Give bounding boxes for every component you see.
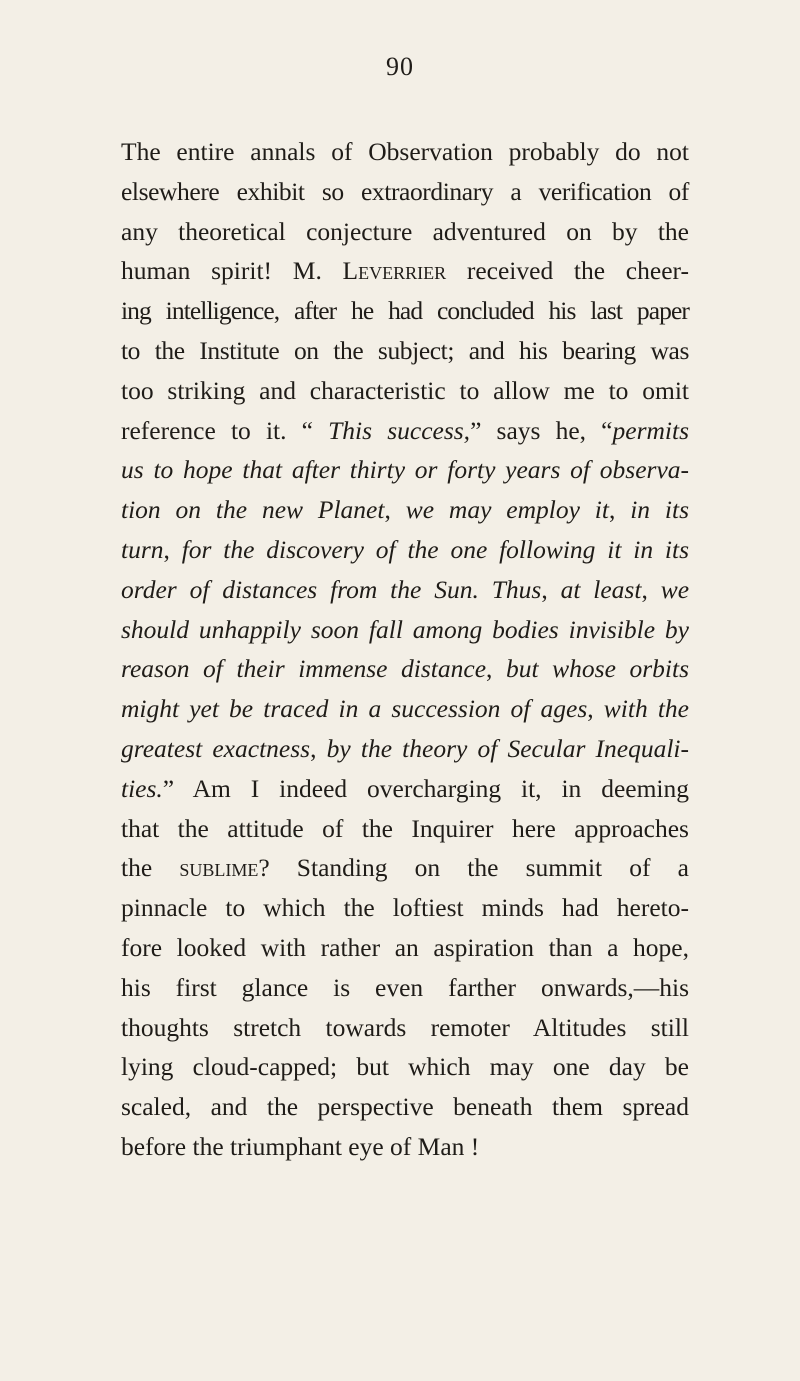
text-run: elsewhere exhibit so extraordinary a verification of — [121, 176, 689, 206]
italic-run: should unhappily soon fall among bodies invisible by — [121, 614, 689, 644]
italic-run: ties. — [121, 773, 163, 803]
text-run: thoughts stretch towards remoter Altitudes still — [121, 1012, 689, 1042]
italic-run: in its — [630, 495, 689, 525]
text-run: the — [121, 853, 180, 883]
text-line — [121, 809, 689, 849]
text-run: ? Standing on the summit of a — [258, 853, 689, 883]
page-number: 90 — [386, 52, 414, 81]
text-line — [121, 769, 689, 809]
text-run: , — [163, 534, 182, 564]
italic-run: turn — [121, 534, 164, 564]
body-paragraph — [121, 132, 689, 1167]
text-line — [121, 689, 689, 729]
text-line — [121, 490, 689, 530]
text-line — [121, 610, 689, 650]
italic-run: we may employ it — [405, 495, 609, 525]
text-line — [121, 888, 689, 928]
text-line — [121, 331, 689, 371]
text-run: lying cloud-capped; but which may one day be — [121, 1052, 689, 1082]
text-run: , — [587, 694, 604, 724]
text-run: , — [310, 733, 327, 763]
small-caps-run: Leverrier — [342, 256, 447, 286]
italic-run: reason of their immense distance — [121, 654, 487, 684]
italic-run: us to hope that after thirty or forty years of observa- — [121, 455, 689, 485]
text-run: ing intelligence, after he had concluded his last paper — [121, 296, 689, 326]
italic-run: we — [660, 574, 690, 604]
text-run: , — [384, 495, 406, 525]
text-line — [121, 172, 689, 212]
text-run: that the attitude of the Inquirer here approaches — [121, 813, 689, 843]
text-run: ” says he, “ — [470, 415, 613, 445]
text-run: received the cheer- — [446, 256, 689, 286]
italic-run: tion on the new Planet — [121, 495, 385, 525]
italic-run: by the theory of Secular Inequali- — [326, 733, 689, 763]
italic-run: order of distances from the Sun. — [121, 574, 479, 604]
text-line — [121, 928, 689, 968]
text-run — [479, 575, 492, 604]
text-line — [121, 371, 689, 411]
text-line — [121, 1087, 689, 1127]
text-line — [121, 1008, 689, 1048]
text-run: pinnacle to which the loftiest minds had hereto- — [121, 893, 689, 923]
text-line — [121, 968, 689, 1008]
text-line — [121, 1127, 689, 1167]
text-run: to the Institute on the subject; and his bearing was — [121, 335, 689, 365]
italic-run: This success, — [328, 415, 471, 445]
italic-run: but whose orbits — [505, 654, 690, 684]
italic-run: at least — [560, 574, 642, 604]
italic-run: might yet be traced in a succession of ages — [121, 694, 588, 724]
italic-run: permits — [612, 415, 690, 445]
text-run: , — [608, 495, 631, 525]
text-run: before the triumphant eye of Man ! — [121, 1131, 480, 1161]
italic-run: with the — [603, 694, 689, 724]
italic-run: for the discovery of the one following it in its — [181, 534, 689, 564]
text-run: , — [641, 574, 661, 604]
text-run: scaled, and the perspective beneath them spread — [121, 1092, 689, 1122]
text-line — [121, 251, 689, 291]
text-line — [121, 848, 689, 888]
text-line — [121, 649, 689, 689]
text-run: fore looked with rather an aspiration than a hope, — [121, 932, 689, 962]
text-run: reference to it. “ — [121, 415, 329, 445]
text-line — [121, 1047, 689, 1087]
text-line — [121, 729, 689, 769]
text-run: The entire annals of Observation probably do not — [121, 137, 689, 166]
text-run: ” Am I indeed overcharging it, in deeming — [162, 773, 689, 803]
text-line — [121, 132, 689, 172]
text-run: any theoretical conjecture adventured on by the — [121, 216, 689, 246]
text-run: his first glance is even farther onwards,—his — [121, 972, 689, 1002]
text-line — [121, 450, 689, 490]
text-run: too striking and characteristic to allow me to omit — [121, 375, 689, 405]
small-caps-run: sublime — [179, 853, 259, 883]
text-line — [121, 411, 689, 451]
text-line — [121, 530, 689, 570]
italic-run: greatest exactness — [121, 733, 311, 763]
italic-run: Thus — [491, 574, 542, 604]
text-run: , — [486, 654, 506, 684]
text-line — [121, 570, 689, 610]
text-line — [121, 291, 689, 331]
text-run: human spirit! M. — [121, 256, 343, 286]
text-run: , — [541, 574, 561, 604]
text-line — [121, 212, 689, 252]
